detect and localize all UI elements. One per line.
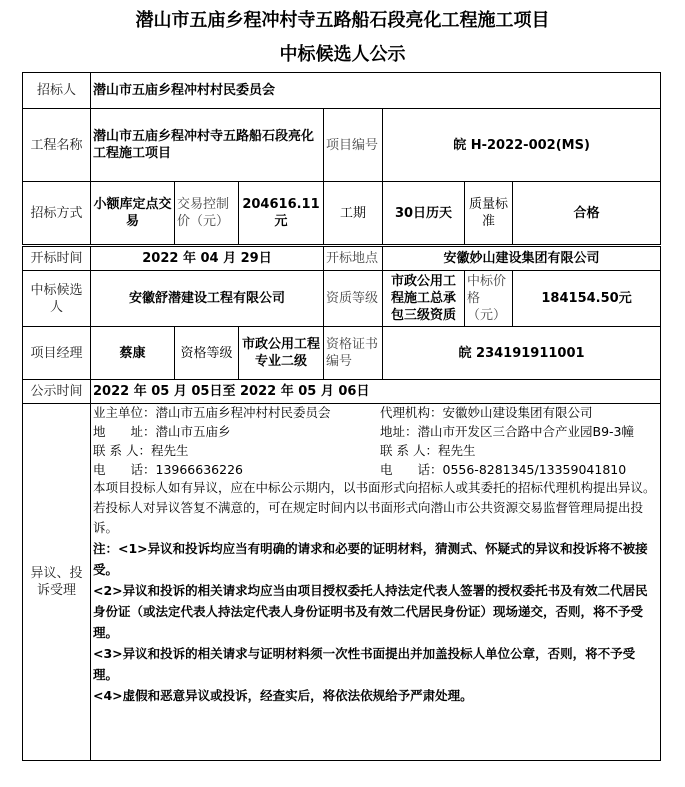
row-objection: [23, 404, 661, 761]
label-qualification: 资质等级: [324, 271, 383, 327]
agent-contact: 联 系 人：程先生: [380, 443, 476, 458]
label-quality: 质量标准: [465, 182, 513, 246]
value-candidate: 安徽舒潜建设工程有限公司: [91, 271, 324, 327]
agent-address: 地址：潜山市开发区三合路中合产业园B9-3幢: [380, 424, 634, 439]
label-duration: 工期: [324, 182, 383, 246]
bid-info-table: [22, 72, 661, 761]
row-method: [23, 182, 661, 246]
value-open-time: 2022 年 04 月 29日: [91, 246, 324, 271]
owner-unit: 业主单位：潜山市五庙乡程冲村村民委员会: [93, 405, 331, 420]
label-manager: 项目经理: [23, 327, 91, 380]
objection-note-4: <4>虚假和恶意异议或投诉，经查实后，将依法依规给予严肃处理。: [93, 688, 473, 703]
value-qualification: 市政公用工程施工总承包三级资质: [383, 271, 465, 327]
objection-para-1: 本项目投标人如有异议，应在中标公示期内，以书面形式向招标人或其委托的招标代理机构提出异议。: [93, 480, 656, 495]
objection-para-2: 若投标人对异议答复不满意的，可在规定时间内以书面形式向潜山市公共资源交易监督管理局提出投诉。: [93, 500, 644, 535]
label-project-no: 项目编号: [324, 109, 383, 182]
label-manager-level: 资格等级: [175, 327, 239, 380]
label-objection: 异议、投诉受理: [23, 404, 91, 761]
label-tenderer: 招标人: [23, 73, 91, 109]
label-candidate: 中标候选人: [23, 271, 91, 327]
label-method: 招标方式: [23, 182, 91, 246]
value-manager-level: 市政公用工程专业二级: [239, 327, 324, 380]
objection-note-2: <2>异议和投诉的相关请求均应当由项目授权委托人持法定代表人签署的授权委托书及有效二代居民身份证（或法定代表人持法定代表人身份证明书及有效二代居民身份证）现场递交，否则，将不予受理。: [93, 583, 648, 640]
value-duration: 30日历天: [383, 182, 465, 246]
doc-subtitle: 中标候选人公示: [279, 44, 406, 65]
contact-grid: [93, 404, 658, 478]
row-project: [23, 109, 661, 182]
bid-table-wrapper: [22, 72, 660, 762]
value-cert-no: 皖 234191911001: [383, 327, 661, 380]
label-bid-price: 中标价格（元）: [465, 271, 513, 327]
value-open-place: 安徽妙山建设集团有限公司: [383, 246, 661, 271]
objection-content: [91, 404, 661, 761]
value-control-price: 204616.11元: [239, 182, 324, 246]
value-publicity: 2022 年 05 月 05日至 2022 年 05 月 06日: [91, 380, 661, 404]
doc-title: 潜山市五庙乡程冲村寺五路船石段亮化工程施工项目: [135, 10, 550, 31]
row-open: [23, 246, 661, 271]
label-project-name: 工程名称: [23, 109, 91, 182]
value-project-no: 皖 H-2022-002(MS): [383, 109, 661, 182]
objection-note-3: <3>异议和投诉的相关请求与证明材料须一次性书面提出并加盖投标人单位公章，否则，将不予受理。: [93, 646, 636, 682]
agent-phone: 电 话：0556-8281345/13359041810: [380, 462, 627, 477]
value-quality: 合格: [513, 182, 661, 246]
row-manager: [23, 327, 661, 380]
owner-address: 地 址：潜山市五庙乡: [93, 424, 231, 439]
owner-contact: 联 系 人：程先生: [93, 443, 189, 458]
value-method: 小额库定点交易: [91, 182, 175, 246]
row-tenderer: [23, 73, 661, 109]
objection-note-1: 注：<1>异议和投诉均应当有明确的请求和必要的证明材料，猜测式、怀疑式的异议和投诉将不被接受。: [93, 541, 648, 577]
label-open-place: 开标地点: [324, 246, 383, 271]
agent-unit: 代理机构：安徽妙山建设集团有限公司: [380, 405, 593, 420]
row-publicity: [23, 380, 661, 404]
value-tenderer: 潜山市五庙乡程冲村村民委员会: [91, 73, 661, 109]
value-manager: 蔡康: [91, 327, 175, 380]
label-cert-no: 资格证书编号: [324, 327, 383, 380]
value-bid-price: 184154.50元: [513, 271, 661, 327]
label-control-price: 交易控制价（元）: [175, 182, 239, 246]
value-project-name: 潜山市五庙乡程冲村寺五路船石段亮化工程施工项目: [91, 109, 324, 182]
owner-phone: 电 话：13966636226: [93, 462, 243, 477]
label-publicity: 公示时间: [23, 380, 91, 404]
label-open-time: 开标时间: [23, 246, 91, 271]
row-candidate: [23, 271, 661, 327]
